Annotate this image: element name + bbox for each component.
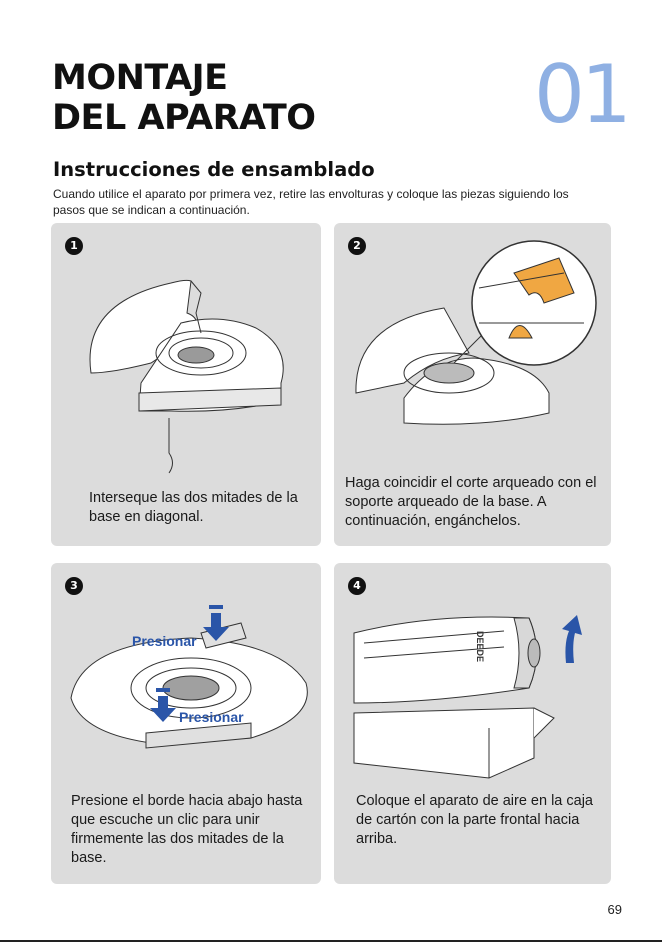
device-label: DEEDE — [475, 631, 485, 663]
press-label-bottom: Presionar — [179, 709, 244, 725]
step-number-4: 4 — [348, 577, 366, 595]
page-title-line2: DEL APARATO — [52, 98, 316, 138]
step-caption-1: Interseque las dos mitades de la base en diagonal. — [89, 490, 298, 525]
arrow-down-icon — [209, 605, 223, 609]
page-number: 69 — [607, 902, 622, 917]
step-caption-3: Presione el borde hacia abajo hasta que escuche un clic para unir firmemente las dos mitades de la base. — [71, 793, 303, 866]
section-title: Instrucciones de ensamblado — [53, 158, 375, 181]
step-number-2: 2 — [348, 237, 366, 255]
press-label-top: Presionar — [132, 633, 197, 649]
step-number-3: 3 — [65, 577, 83, 595]
step-card-2 — [334, 223, 611, 546]
step-card-3 — [51, 563, 321, 884]
section-intro: Cuando utilice el aparato por primera vez, retire las envolturas y coloque las piezas siguiendo los pasos que se indican a continuación. — [53, 187, 569, 217]
page-title — [52, 58, 316, 138]
step-card-4 — [334, 563, 611, 884]
step-caption-2: Haga coincidir el corte arqueado con el soporte arqueado de la base. A continuación, engánchelos. — [345, 475, 597, 529]
step-caption-4: Coloque el aparato de aire en la caja de cartón con la parte frontal hacia arriba. — [356, 793, 593, 847]
page-title-line1: MONTAJE — [52, 58, 228, 98]
step-card-1 — [51, 223, 321, 546]
bottom-rule — [0, 940, 662, 942]
chapter-number: 01 — [534, 48, 628, 141]
curved-arrow-up-icon — [562, 615, 582, 663]
arrow-down-icon — [156, 688, 170, 692]
step-number-1: 1 — [65, 237, 83, 255]
